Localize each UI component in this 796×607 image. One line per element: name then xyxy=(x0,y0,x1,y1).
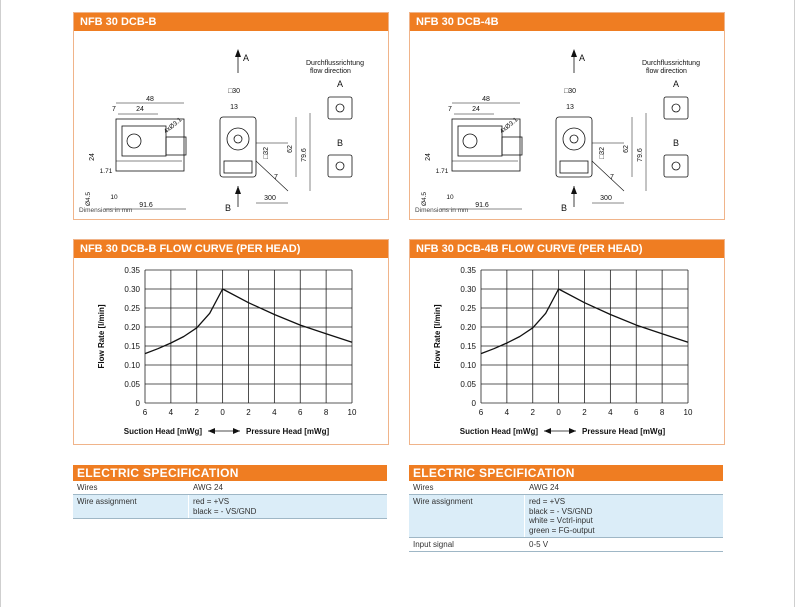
y-tick-label: 0 xyxy=(135,399,140,408)
row-value xyxy=(525,495,723,537)
flow-curve-panel-left xyxy=(73,239,389,445)
y-tick-label: 0.15 xyxy=(124,342,140,351)
dim-label: 4xØ3.1 xyxy=(498,116,520,136)
connector-block xyxy=(560,161,588,173)
row-label: Wire assignment xyxy=(409,495,525,537)
arrow-head xyxy=(235,186,241,194)
flow-box-b-port xyxy=(672,162,680,170)
panel-title: NFB 30 DCB-B xyxy=(74,13,388,31)
dim-label: □30 xyxy=(227,88,241,95)
x-tick-label: 6 xyxy=(142,408,148,417)
flow-box-b xyxy=(664,155,688,177)
dim-label: 1.71 xyxy=(99,168,113,175)
flow-curve-chart xyxy=(74,258,388,444)
dim-label: □32 xyxy=(599,146,606,160)
x-tick-label: 4 xyxy=(504,408,510,417)
panel-title: NFB 30 DCB-4B FLOW CURVE (PER HEAD) xyxy=(410,240,724,258)
flow-direction-text: Durchflussrichtung xyxy=(306,60,364,67)
cable-line xyxy=(256,161,288,191)
electric-spec-left xyxy=(73,465,387,519)
port-b-label: B xyxy=(224,203,232,213)
flow-direction-text: flow direction xyxy=(310,68,351,75)
pump-head xyxy=(122,126,166,156)
table-row xyxy=(73,495,387,519)
x-tick-label: 8 xyxy=(323,408,329,417)
dim-label: 62 xyxy=(287,145,294,153)
row-label: Wire assignment xyxy=(73,495,189,518)
espec-title: ELECTRIC SPECIFICATION xyxy=(73,465,387,481)
dim-label: 4xØ3.1 xyxy=(162,116,184,136)
value-line: black = - VS/GND xyxy=(529,506,593,516)
value-line: green = FG-output xyxy=(529,525,595,535)
y-tick-label: 0 xyxy=(471,399,476,408)
port-a-label: A xyxy=(336,79,344,89)
arrow-right-icon xyxy=(569,428,576,434)
x-tick-label: 10 xyxy=(683,408,693,417)
dim-label: 300 xyxy=(600,195,612,202)
dim-label: 10 xyxy=(446,194,454,201)
drawing-panel-left xyxy=(73,12,389,220)
flow-box-b xyxy=(328,155,352,177)
drawing-panel-right xyxy=(409,12,725,220)
dim-label: 79.6 xyxy=(637,148,644,162)
pump-front-view xyxy=(220,117,256,177)
dim-label: 48 xyxy=(146,96,154,103)
dim-label: □30 xyxy=(563,88,577,95)
pump-dimension-drawing xyxy=(74,31,388,219)
dim-label: 24 xyxy=(425,153,432,161)
x-tick-label: 4 xyxy=(168,408,174,417)
dim-label: Ø4.5 xyxy=(85,191,92,207)
pump-dimension-drawing xyxy=(410,31,724,219)
row-label: Wires xyxy=(73,481,189,494)
y-tick-label: 0.35 xyxy=(124,266,140,275)
row-value: 0-5 V xyxy=(529,540,549,550)
flow-direction-text: flow direction xyxy=(646,68,687,75)
value-line: red = +VS xyxy=(529,497,566,507)
y-tick-label: 0.10 xyxy=(460,361,476,370)
flow-direction-text: Durchflussrichtung xyxy=(642,60,700,67)
dim-label: Ø4.5 xyxy=(421,191,428,207)
cable-line xyxy=(592,161,624,191)
x-axis-label-suction: Suction Head [mWg] xyxy=(123,427,202,436)
dim-label: 24 xyxy=(472,106,480,113)
x-tick-label: 4 xyxy=(608,408,613,417)
y-tick-label: 0.30 xyxy=(124,285,140,294)
x-tick-label: 4 xyxy=(272,408,277,417)
y-tick-label: 0.20 xyxy=(460,323,476,332)
arrow-head xyxy=(235,49,241,57)
y-axis-label: Flow Rate [l/min] xyxy=(97,304,106,369)
pump-front-view xyxy=(556,117,592,177)
port-b-label: B xyxy=(672,138,680,148)
y-tick-label: 0.05 xyxy=(460,380,476,389)
dimensions-note: Dimensions in mm xyxy=(415,207,469,214)
arrow-head xyxy=(571,186,577,194)
panel-title: NFB 30 DCB-B FLOW CURVE (PER HEAD) xyxy=(74,240,388,258)
y-axis-label: Flow Rate [l/min] xyxy=(433,304,442,369)
panel-title: NFB 30 DCB-4B xyxy=(410,13,724,31)
dim-label: 13 xyxy=(566,104,574,111)
port-a-label: A xyxy=(579,53,586,63)
x-tick-label: 0 xyxy=(556,408,561,417)
arrow-left-icon xyxy=(208,428,215,434)
dim-label: □32 xyxy=(263,146,270,160)
x-tick-label: 2 xyxy=(194,408,199,417)
row-label: Input signal xyxy=(409,538,525,551)
rotor-circle xyxy=(563,128,585,150)
flow-box-a xyxy=(664,97,688,119)
port-circle xyxy=(127,134,141,148)
rotor-hub xyxy=(234,135,242,143)
table-row xyxy=(73,481,387,495)
connector-block xyxy=(224,161,252,173)
x-tick-label: 10 xyxy=(347,408,357,417)
dim-label: 13 xyxy=(230,104,238,111)
x-axis-label-pressure: Pressure Head [mWg] xyxy=(246,427,330,436)
row-value xyxy=(189,495,387,518)
y-tick-label: 0.15 xyxy=(460,342,476,351)
dim-label: 300 xyxy=(264,195,276,202)
x-tick-label: 6 xyxy=(298,408,303,417)
electric-spec-right xyxy=(409,465,723,552)
flow-box-b-port xyxy=(336,162,344,170)
dim-label: 79.6 xyxy=(301,148,308,162)
x-tick-label: 6 xyxy=(478,408,484,417)
port-b-label: B xyxy=(560,203,568,213)
table-row xyxy=(409,495,723,538)
arrow-right-icon xyxy=(233,428,240,434)
x-axis-label-suction: Suction Head [mWg] xyxy=(459,427,538,436)
row-value: AWG 24 xyxy=(193,483,223,492)
dim-label: 91.6 xyxy=(475,202,489,209)
dim-label: 7 xyxy=(448,106,452,113)
y-tick-label: 0.30 xyxy=(460,285,476,294)
y-tick-label: 0.20 xyxy=(124,323,140,332)
dim-label: 7 xyxy=(610,174,614,181)
port-circle xyxy=(463,134,477,148)
flow-box-a-port xyxy=(672,104,680,112)
port-a-label: A xyxy=(243,53,250,63)
motor-flange xyxy=(166,137,186,155)
dim-label: 10 xyxy=(110,194,118,201)
page-border-left xyxy=(0,0,1,607)
dim-label: 7 xyxy=(112,106,116,113)
y-tick-label: 0.25 xyxy=(460,304,476,313)
row-label: Wires xyxy=(409,481,525,494)
dim-label: 7 xyxy=(274,174,278,181)
page-border-right xyxy=(794,0,795,607)
dim-label: 48 xyxy=(482,96,490,103)
x-tick-label: 0 xyxy=(220,408,225,417)
rotor-circle xyxy=(227,128,249,150)
dim-label: 1.71 xyxy=(435,168,449,175)
dim-label: 91.6 xyxy=(139,202,153,209)
port-a-label: A xyxy=(672,79,680,89)
espec-title: ELECTRIC SPECIFICATION xyxy=(409,465,723,481)
pump-head xyxy=(458,126,502,156)
table-row xyxy=(409,538,723,552)
dimensions-note: Dimensions in mm xyxy=(79,207,133,214)
x-tick-label: 2 xyxy=(582,408,587,417)
table-row xyxy=(409,481,723,495)
value-line: white = Vctrl-input xyxy=(529,516,593,526)
x-axis-label-pressure: Pressure Head [mWg] xyxy=(582,427,666,436)
value-line: black = - VS/GND xyxy=(193,506,257,516)
arrow-head xyxy=(571,49,577,57)
y-tick-label: 0.05 xyxy=(124,380,140,389)
x-tick-label: 8 xyxy=(659,408,665,417)
x-tick-label: 2 xyxy=(530,408,535,417)
arrow-left-icon xyxy=(544,428,551,434)
x-tick-label: 6 xyxy=(634,408,639,417)
flow-curve-chart xyxy=(410,258,724,444)
y-tick-label: 0.10 xyxy=(124,361,140,370)
flow-curve-panel-right xyxy=(409,239,725,445)
flow-box-a-port xyxy=(336,104,344,112)
y-tick-label: 0.25 xyxy=(124,304,140,313)
motor-flange xyxy=(502,137,522,155)
port-b-label: B xyxy=(336,138,344,148)
row-value: AWG 24 xyxy=(529,483,559,492)
y-tick-label: 0.35 xyxy=(460,266,476,275)
rotor-hub xyxy=(570,135,578,143)
dim-label: 24 xyxy=(89,153,96,161)
value-line: red = +VS xyxy=(193,497,230,507)
dim-label: 24 xyxy=(136,106,144,113)
flow-box-a xyxy=(328,97,352,119)
x-tick-label: 2 xyxy=(246,408,251,417)
dim-label: 62 xyxy=(623,145,630,153)
